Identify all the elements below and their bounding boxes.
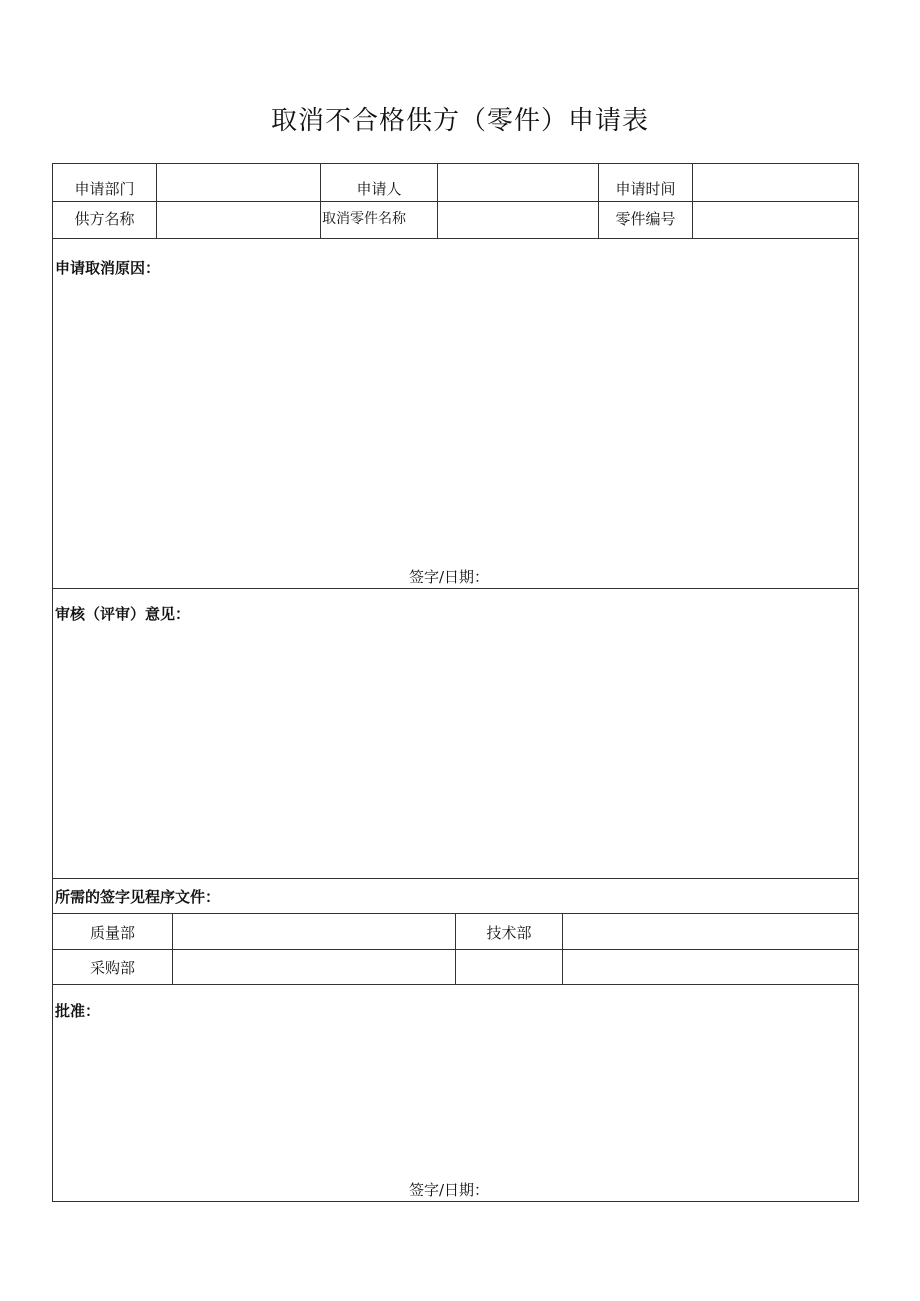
table-border-right [858,163,859,1202]
approval-field[interactable] [53,1025,858,1175]
blank-dept-signature-field[interactable] [563,950,858,984]
purchasing-dept-signature-field[interactable] [173,950,455,984]
cancellation-reason-label: 申请取消原因： [55,259,161,277]
department-field[interactable] [157,164,320,201]
column-divider [455,913,456,984]
applicant-field[interactable] [438,164,598,201]
reason-signature-date-label: 签字/日期： [409,568,490,586]
approval-signature-date-label: 签字/日期： [409,1181,490,1199]
supplier-name-field[interactable] [157,202,320,238]
part-number-label: 零件编号 [615,210,676,228]
quality-dept-signature-field[interactable] [173,914,455,949]
applicant-label: 申请人 [356,180,402,198]
row-divider [52,238,859,239]
application-time-label: 申请时间 [615,180,676,198]
form-title: 取消不合格供方（零件）申请表 [270,106,649,136]
department-label: 申请部门 [74,180,135,198]
table-border-bottom [52,1201,859,1202]
application-time-field[interactable] [693,164,858,201]
technical-dept-label: 技术部 [486,924,532,942]
purchasing-dept-label: 采购部 [89,959,135,977]
cancelled-part-name-label: 取消零件名称 [322,211,406,227]
row-divider [52,984,859,985]
column-divider [320,163,321,238]
supplier-name-label: 供方名称 [74,210,135,228]
cancellation-reason-field[interactable] [53,285,858,565]
required-signatures-label: 所需的签字见程序文件： [55,888,221,906]
cancelled-part-name-field[interactable] [438,202,598,238]
review-opinion-label: 审核（评审）意见： [55,605,191,623]
approval-label: 批准： [55,1002,101,1020]
quality-dept-label: 质量部 [89,924,135,942]
row-divider [52,588,859,589]
row-divider [52,878,859,879]
part-number-field[interactable] [693,202,858,238]
review-opinion-field[interactable] [53,630,858,875]
technical-dept-signature-field[interactable] [563,914,858,949]
